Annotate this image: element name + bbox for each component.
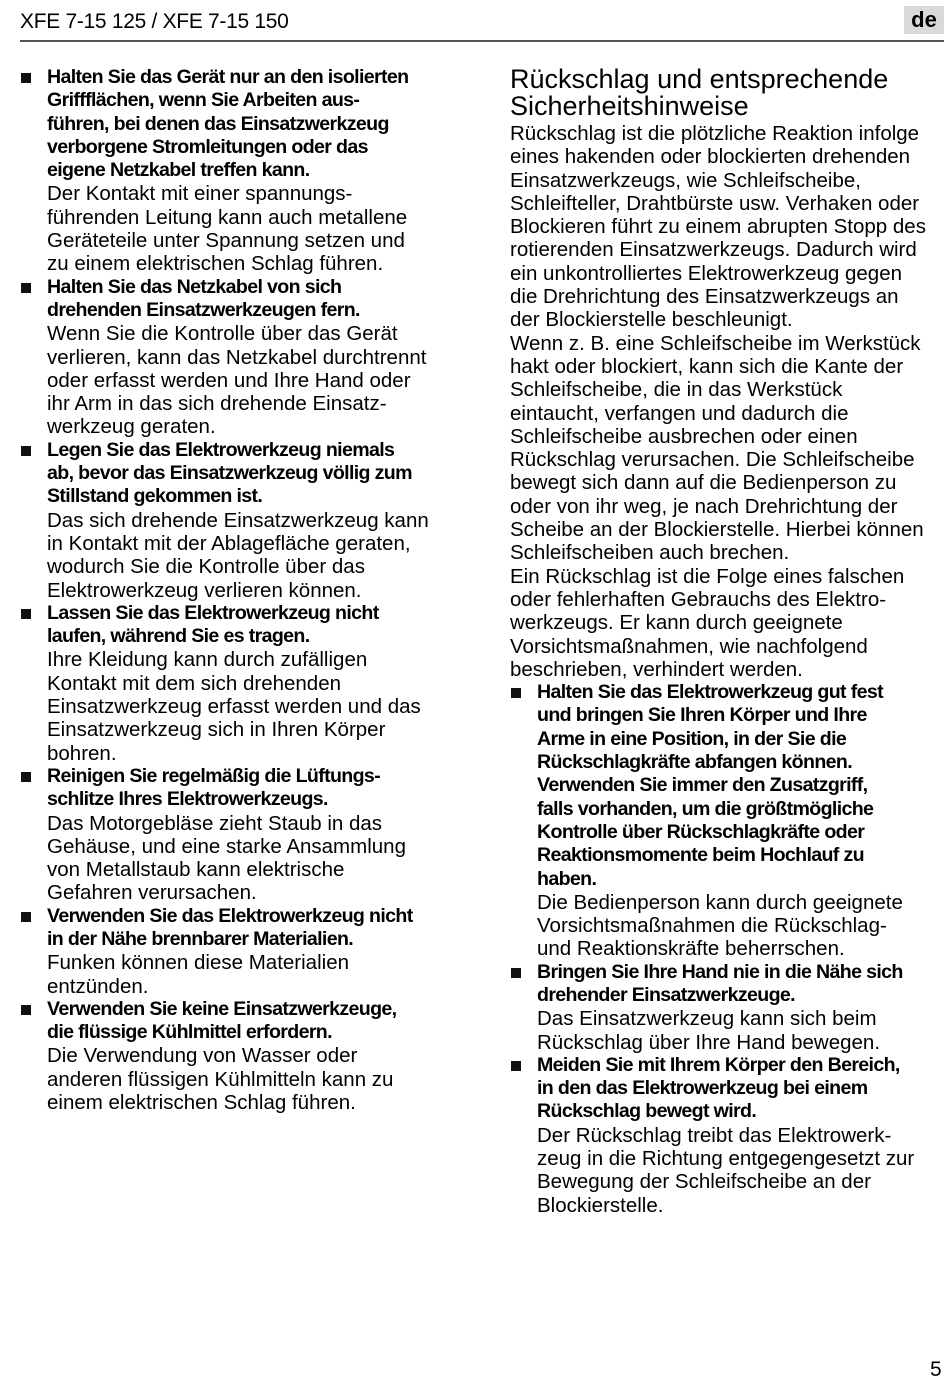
safety-item <box>20 765 480 905</box>
paragraph: Wenn z. B. eine Schleifscheibe im Werkstück hakt oder blockiert, kann sich die Kante der Schleifscheibe, die in das Werkstück eintaucht, verfangen und dadurch die Schleifscheibe ausbrechen oder einen Rückschlag verursachen. Die Schleifscheibe bewegt sich dann auf die Bedienperson zu oder von ihr weg, je nach Drehrichtung der Scheibe an der Blockierstelle. Hierbei können Schleifscheiben auch brechen. <box>510 331 924 565</box>
safety-instruction: Lassen Sie das Elektrowerkzeug nicht laufen, während Sie es tragen. <box>47 601 379 648</box>
safety-instruction: Halten Sie das Netzkabel von sich drehenden Einsatzwerkzeugen fern. <box>47 275 360 321</box>
square-bullet-icon <box>21 609 31 619</box>
safety-item <box>20 998 480 1114</box>
square-bullet-icon <box>511 1061 521 1071</box>
square-bullet-icon <box>21 912 31 922</box>
square-bullet-icon <box>21 283 31 293</box>
safety-explanation: Das Motorgebläse zieht Staub in das Gehäuse, und eine starke Ansammlung von Metallstaub kann elektrische Gefahren verursachen. <box>47 811 406 905</box>
square-bullet-icon <box>21 446 31 456</box>
document-header-title: XFE 7-15 125 / XFE 7-15 150 <box>20 10 289 33</box>
paragraph: Rückschlag ist die plötzliche Reaktion infolge eines hakenden oder blockierten drehenden Einsatzwerkzeugs, wie Schleifscheibe, Schleifteller, Drahtbürste usw. Verhaken oder Blockieren führt zu einem abrupten Stopp des rotierenden Einsatzwerkzeugs. Dadurch wird ein unkontrolliertes Elektrowerkzeug gegen die Drehrichtung des Einsatzwerkzeugs an der Blockierstelle beschleunigt. <box>510 122 926 332</box>
safety-explanation: Das Einsatzwerkzeug kann sich beim Rückschlag über Ihre Hand bewegen. <box>537 1007 881 1054</box>
safety-explanation: Die Verwendung von Wasser oder anderen flüssigen Kühlmitteln kann zu einem elektrischen Schlag führen. <box>47 1044 394 1115</box>
safety-explanation: Wenn Sie die Kontrolle über das Gerät verlieren, kann das Netzkabel durchtrennt oder erfasst werden und Ihre Hand oder ihr Arm in das sich drehende Einsatz- werkzeug geraten. <box>47 322 427 439</box>
safety-item <box>510 1054 946 1217</box>
right-column <box>510 66 946 1217</box>
safety-explanation: Der Kontakt mit einer spannungs- führenden Leitung kann auch metallene Geräteteile unter Spannung setzen und zu einem elektrischen Schlag führen. <box>47 182 408 276</box>
square-bullet-icon <box>21 1005 31 1015</box>
safety-explanation: Die Bedienperson kann durch geeignete Vorsichtsmaßnahmen die Rückschlag- und Reaktionskräfte beherrschen. <box>537 890 903 961</box>
square-bullet-icon <box>511 968 521 978</box>
safety-item <box>510 961 946 1054</box>
page-number: 5 <box>930 1358 942 1381</box>
header-divider <box>20 40 944 42</box>
safety-explanation: Das sich drehende Einsatzwerkzeug kann in Kontakt mit der Ablagefläche geraten, wodurch Sie die Kontrolle über das Elektrowerkzeug verlieren können. <box>47 508 429 602</box>
safety-item <box>20 66 480 276</box>
safety-instruction: Legen Sie das Elektrowerkzeug niemals ab, bevor das Einsatzwerkzeug völlig zum Stillstand gekommen ist. <box>47 438 412 508</box>
section-heading: Rückschlag und entsprechende Sicherheitshinweise <box>510 64 889 121</box>
square-bullet-icon <box>21 73 31 83</box>
safety-explanation: Der Rückschlag treibt das Elektrowerk- zeug in die Richtung entgegengesetzt zur Bewegung der Schleifscheibe an der Blockierstelle. <box>537 1123 915 1217</box>
safety-item <box>20 276 480 439</box>
safety-item <box>20 905 480 998</box>
square-bullet-icon <box>511 688 521 698</box>
safety-explanation: Ihre Kleidung kann durch zufälligen Kontakt mit dem sich drehenden Einsatzwerkzeug erfasst werden und das Einsatzwerkzeug sich in Ihren Körper bohren. <box>47 648 421 765</box>
safety-explanation: Funken können diese Materialien entzünden. <box>47 951 349 998</box>
safety-instruction: Meiden Sie mit Ihrem Körper den Bereich, in den das Elektrowerkzeug bei einem Rückschlag bewegt wird. <box>537 1053 900 1123</box>
safety-item <box>20 439 480 602</box>
language-badge: de <box>904 6 944 34</box>
safety-instruction: Verwenden Sie keine Einsatzwerkzeuge, die flüssige Kühlmittel erfordern. <box>47 997 397 1044</box>
safety-instruction: Halten Sie das Elektrowerkzeug gut fest und bringen Sie Ihren Körper und Ihre Arme in eine Position, in der Sie die Rückschlagkräfte abfangen können. Verwenden Sie immer den Zusatzgriff, falls vorhanden, um die größtmögliche Kontrolle über Rückschlagkräfte oder Reaktionsmomente beim Hochlauf zu haben. <box>537 681 883 890</box>
left-column <box>20 66 480 1114</box>
square-bullet-icon <box>21 772 31 782</box>
safety-instruction: Bringen Sie Ihre Hand nie in die Nähe sich drehender Einsatzwerkzeuge. <box>537 960 903 1006</box>
paragraph: Ein Rückschlag ist die Folge eines falschen oder fehlerhaften Gebrauchs des Elektro- werkzeugs. Er kann durch geeignete Vorsichtsmaßnahmen, wie nachfolgend beschrieben, verhindert werden. <box>510 564 905 681</box>
safety-instruction: Verwenden Sie das Elektrowerkzeug nicht in der Nähe brennbarer Materialien. <box>47 904 413 950</box>
safety-item <box>20 602 480 765</box>
safety-instruction: Reinigen Sie regelmäßig die Lüftungs- schlitze Ihres Elektrowerkzeugs. <box>47 764 381 811</box>
safety-item <box>510 681 946 961</box>
safety-instruction: Halten Sie das Gerät nur an den isolierten Griffflächen, wenn Sie Arbeiten aus- führen, bei denen das Einsatzwerkzeug verborgene Stromleitungen oder das eigene Netzkabel treffen kann. <box>47 66 409 182</box>
